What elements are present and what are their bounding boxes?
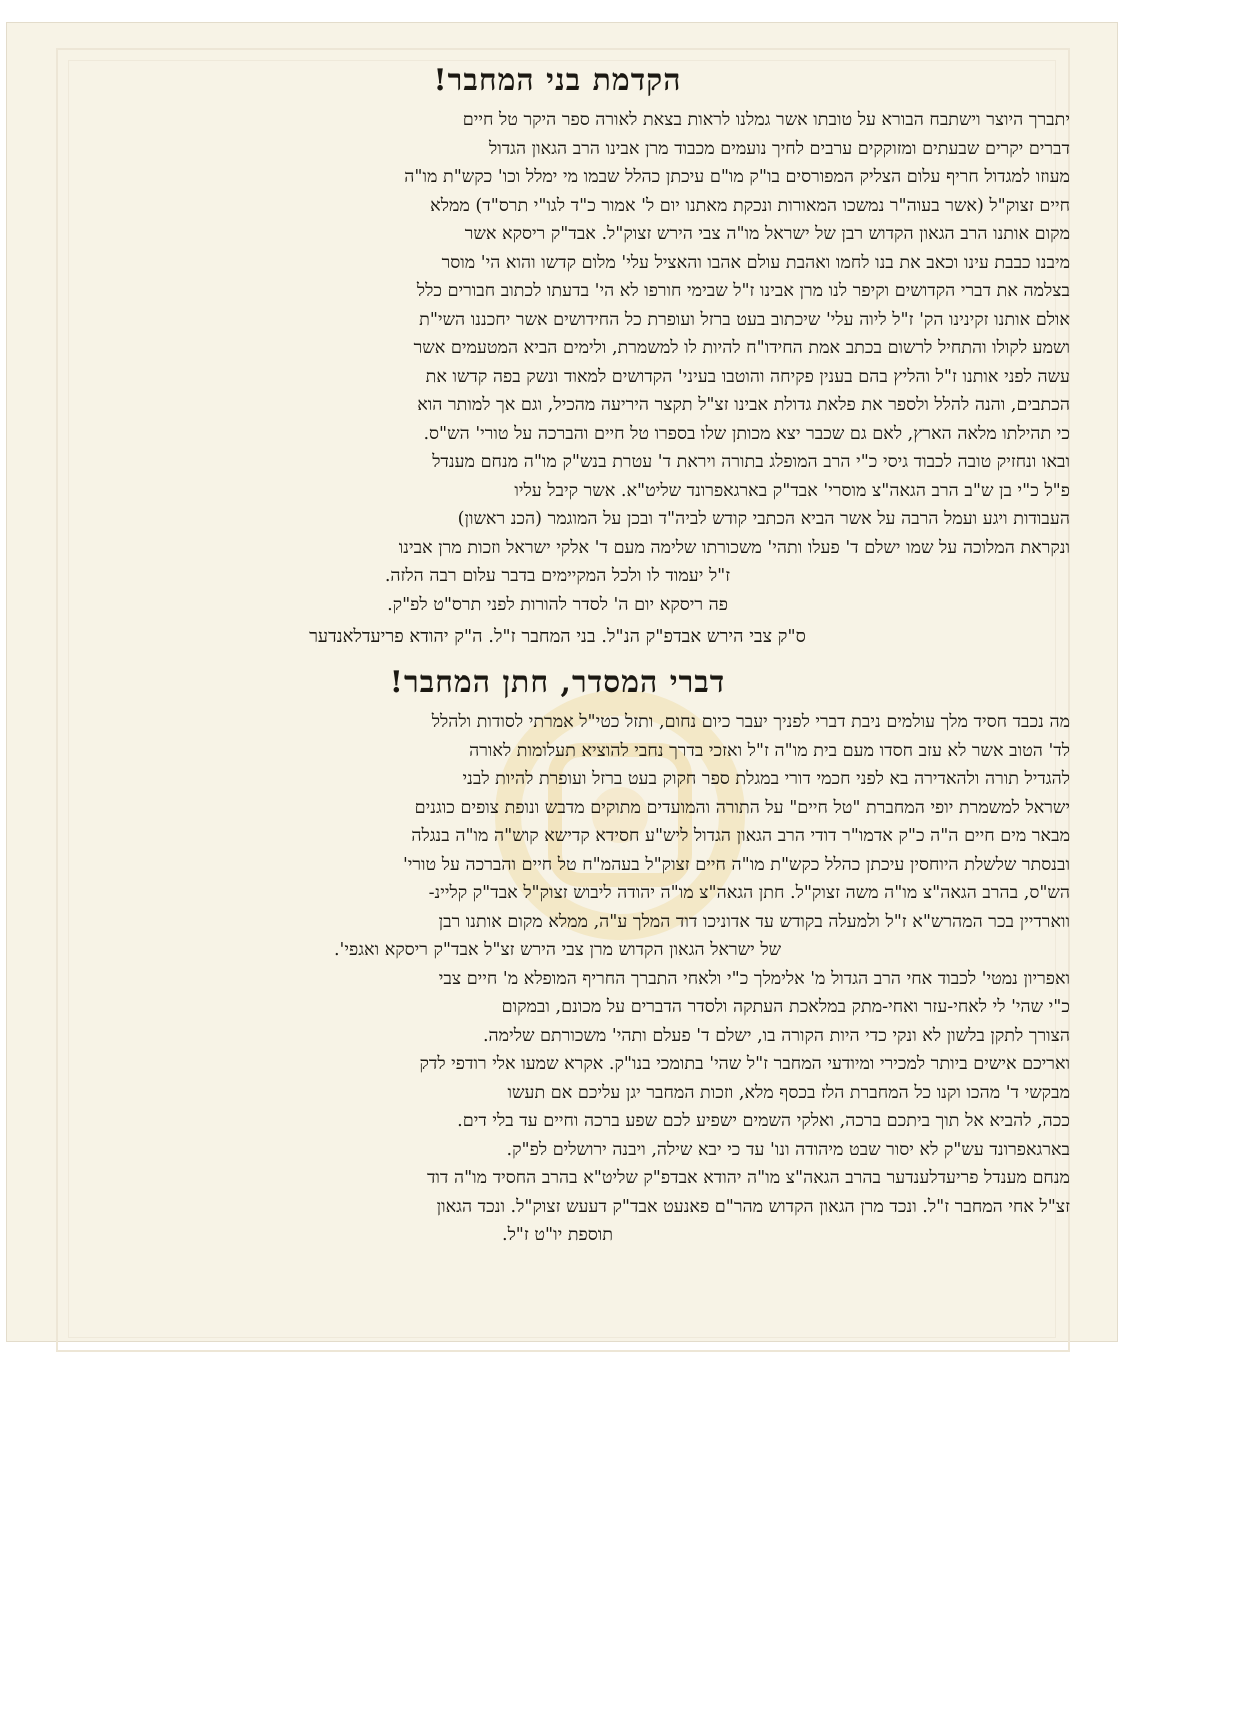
text-line: ז"ל יעמוד לו ולכל המקיימים בדבר עלום רבה הלזה. [384,566,731,586]
text-line: הש"ס, בהרב הגאה"צ מו"ה משה זצוק"ל. חתן הגאה"צ מו"ה יהודה ליבוש זצוק"ל אבד"ק קליינ- [428,883,1070,903]
text-line: ככה, להביא אל תוך ביתכם ברכה, ואלקי השמים ישפיע לכם שפע ברכה וחיים עד בלי דים. [457,1111,1070,1131]
text-line: של ישראל הגאון הקדוש מרן צבי הירש זצ"ל אבד"ק ריסקא ואגפי'. [333,940,782,960]
text-line: להגדיל תורה ולהאדירה בא לפני חכמי דורי במגלת ספר חקוק בעט ברזל ועופרת להיות לבני [462,769,1070,789]
editor-paragraph [45,708,1070,1250]
text-line: לד' הטוב אשר לא עזב חסדו מעם בית מו"ה ז"ל ואזכי בדרך נחבי להוציא תעלומות לאורה [469,740,1070,761]
text-line: ובנסתר שלשלת היוחסין עיכתן כהלל כקש"ת מו"ה חיים זצוק"ל בעהמ"ח טל חיים והברכה על טורי' [402,854,1070,875]
text-line: מבאר מים חיים ה"ה כ"ק אדמו"ר דודי הרב הגאון הגדול ליש"ע חסידא קדישא קוש"ה מו"ה בנגלה [411,826,1070,846]
text-line: ונקראת המלוכה על שמו ישלם ד' פעלו ותהי' משכורתו שלימה מעם ד' אלקי ישראל וזכות מרן אבינו [398,537,1070,558]
text-line: העבודות ויגע ועמל הרבה על אשר הביא הכתבי קודש לביה"ד ובכן על המוגמר (הכנ ראשון) [457,509,1070,529]
text-line: חיים זצוק"ל (אשר בעוה"ר נמשכו המאורות ונכקת מאתנו יום ל' אמור כ"ד לגו"י תרס"ד) ממלא [430,195,1070,216]
text-line: הכתבים, והנה להלל ולספר את פלאת גדולת אבינו זצ"ל תקצר היריעה מהכיל, וגם אך למותר הוא [417,395,1070,415]
text-line: יתברך היוצר וישתבח הבורא על טובתו אשר גמלנו לראות בצאת לאורה ספר היקר טל חיים [462,110,1070,130]
text-line: ואפריון נמטי' לכבוד אחי הרב הגדול מ' אלימלך כ"י ולאחי התברך החריף המופלא מ' חיים צבי [438,968,1070,989]
signature-place-date: פה ריסקא יום ה' לסדר להורות לפני תרס"ט לפ"ק. [387,594,728,615]
text-line: עשה לפני אותנו ז"ל והליץ בהם בענין פקיחה והוטבו בעיני' הקדושים למאוד ונשק בפה קדשו את [425,366,1070,387]
text-line: דברים יקרים שבעתים ומזוקקים ערבים לחיך נועמים מכבוד מרן אבינו הרב הגאון הגדול [488,138,1070,159]
text-line: ואריכם אישים ביותר למכירי ומיודעי המחבר ז"ל שהי' בתומכי בנו"ק. אקרא שמעו אלי רודפי לדק [419,1054,1070,1074]
text-line: בארגאפרונד עש"ק לא יסור שבט מיהודה ונו' עד כי יבא שילה, ויבנה ירושלים לפ"ק. [506,1139,1070,1160]
section-title-intro: הקדמת בני המחבר! [433,63,682,98]
text-line: פ"ל כ"י בן ש"ב הרב הגאה"צ מוסרי' אבד"ק בארגאפרונד שליט"א. אשר קיבל עליו [514,480,1070,501]
text-line: זצ"ל אחי המחבר ז"ל. ונכד מרן הגאון הקדוש מהר"ם פאנעט אבד"ק דעעש זצוק"ל. ונכד הגאון [436,1196,1070,1217]
text-line: מבקשי ד' מהכו וקנו כל המחברת הלז בכסף מלא, וזכות המחבר יגן עליכם אם תעשו [507,1082,1070,1103]
text-line: ושמע לקולו והתחיל לרשום בכתב אמת החידו"ח להיות לו למשמרת, ולימים הביא המטעמים אשר [413,338,1070,358]
text-line: הצורך לתקן בלשון לא ונקי כדי היות הקורה בו, ישלם ד' פעלם ותהי' משכורתם שלימה. [482,1025,1070,1046]
text-line: כי תהילתו מלאה הארץ, לאם גם שכבר יצא מכותן שלו בספרו טל חיים והברכה על טורי' הש"ס. [423,423,1070,444]
text-line: אולם אותנו זקינינו הק' ז"ל ליוה עלי' שיכתוב בעט ברזל ועופרת כל החידושים אשר יחכננו השי"ת [419,309,1070,330]
text-line: מיבנו כבבת עינו וכאב את בנו לחמו ואהבת עולם אהבו והאציל עלי' מלום קדשו והוא הי' מוסר [441,252,1070,273]
text-line: תוספת יו"ט ז"ל. [501,1225,614,1245]
text-line: ישראל למשמרת יופי המחברת "טל חיים" על התורה והמועדים מתוקים מדבש ונופת צופים כוגנים [414,797,1070,818]
text-line: מה נכבד חסיד מלך עולמים ניבת דברי לפניך יעבר כיום נחום, ותזל כטי"ל אמרתי לסודות ולהלל [431,712,1070,732]
text-line: מקום אותנו הרב הגאון הקדוש רבן של ישראל מו"ה צבי הירש זצוק"ל. אבד"ק ריסקא אשר [464,224,1070,244]
text-line: מעוזו למגדול חריף עלום הצליק המפורסים בו"ק מו"ם עיכתן כהלל שבמו מי ימלל וכו' כקש"ת מו"ה [404,167,1070,187]
signature-authors: ס"ק צבי הירש אבדפ"ק הנ"ל. בני המחבר ז"ל. ה"ק יהודא פריעדלאנדער [309,626,806,647]
text-line: בצלמה את דברי הקדושים וקיפר לנו מרן אבינו ז"ל שבימי חורפו לא הי' בדעתו לכתוב חבורים כלל [416,281,1070,301]
section-title-editor: דברי המסדר, חתן המחבר! [389,665,726,700]
document-page [45,55,1070,1250]
text-line: כ"י שהי' לי לאחי-עזר ואחי-מתק במלאכת העתקה ולסדר הדברים על מכונם, ובמקום [501,997,1070,1017]
text-line: ובאו ונחזיק טובה לכבוד גיסי כ"י הרב המופלג בתורה ויראת ד' עטרת בנש"ק מו"ה מנחם מענדל [432,452,1070,472]
text-line: ווארדיין בכר המהרש"א ז"ל ולמעלה בקודש עד אדוניכו דוד המלך ע"ה, ממלא מקום אותנו רבן [438,911,1070,932]
text-line: מנחם מענדל פריעדלענדער בהרב הגאה"צ מו"ה יהודא אבדפ"ק שליט"א בהרב החסיד מו"ה דוד [426,1168,1070,1188]
intro-paragraph [45,106,1070,655]
